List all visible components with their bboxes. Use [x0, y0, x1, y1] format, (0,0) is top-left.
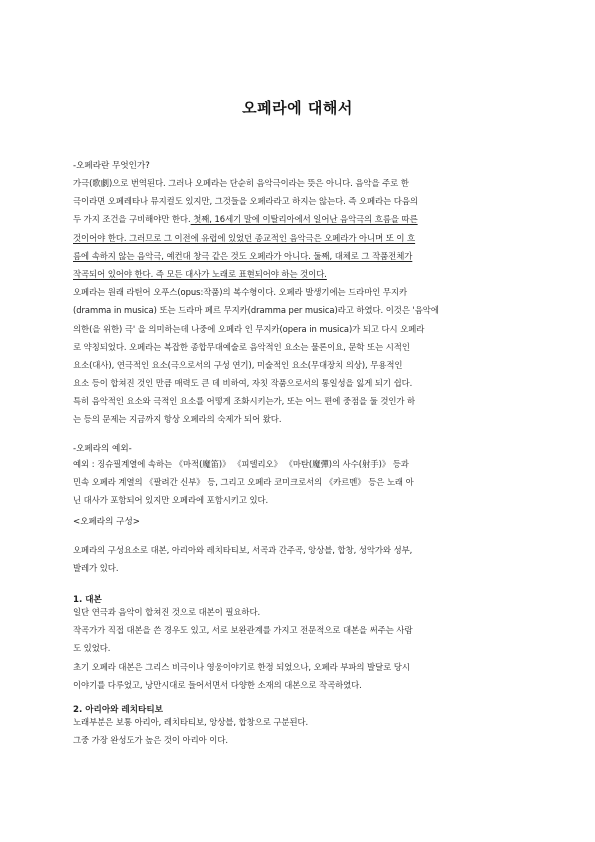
paragraph-line: 가극(歌劇)으로 번역된다. 그러나 오페라는 단순히 음악극이라는 뜻은 아니다. 음악을 주로 한 [73, 178, 409, 188]
underlined-paragraph-line: 것이어야 한다. 그러므로 그 이전에 유럽에 있었던 종교적인 음악극은 오페라가 아니며 또 이 흐 [73, 232, 416, 243]
section-body-exceptions [73, 455, 525, 510]
paragraph-line: 요소(대사), 연극적인 요소(극으로서의 구성 연기), 미술적인 요소(무대장치 의상), 무용적인 [73, 359, 403, 370]
underlined-text: 첫째, 16세기 말에 이탈리아에서 일어난 음악극의 흐름을 따른 [190, 214, 418, 225]
section-body-libretto [73, 603, 525, 694]
paragraph-line: 민속 오페라 계열의 《팔려간 신부》 등, 그리고 오페라 코미크로서의 《카르멘》 등은 노래 아 [73, 477, 414, 488]
paragraph-line: 노래부분은 보통 아리아, 레치타티보, 앙상블, 합창으로 구분된다. [73, 717, 309, 727]
document-title: 오페라에 대해서 [242, 99, 353, 117]
paragraph-line: 예외 : 징슈필계열에 속하는 《마적(魔笛)》 《피델리오》 《마탄(魔彈)의 사수(射手)》 등과 [73, 459, 409, 469]
paragraph-line: 닌 대사가 포함되어 있지만 오페라에 포함시키고 있다. [73, 495, 269, 506]
paragraph-line: (dramma in musica) 또는 드라마 페르 무지카(dramma per musica)라고 하였다. 이것은 '음악에 [73, 305, 439, 316]
section-heading-opera-composition: <오페라의 구성> [73, 517, 140, 527]
underlined-paragraph-line: 작곡되어 있어야 한다. 즉 모든 대사가 노래로 표현되어야 하는 것이다. [73, 268, 327, 279]
paragraph-text: 두 가지 조건을 구비해야만 한다. [73, 214, 191, 225]
section-heading-what-is-opera: -오페라란 무엇인가? [73, 161, 150, 171]
paragraph-line: 극이라면 오페레타나 뮤지컬도 있지만, 그것들을 오페라라고 하지는 않는다. 즉 오페라는 다음의 [73, 196, 418, 207]
paragraph-line: 는 등의 문제는 지금까지 항상 오페라의 숙제가 되어 왔다. [73, 414, 282, 425]
section-heading-aria-recitative: 2. 아리아와 레치타티보 [73, 705, 163, 715]
section-body-opera-composition [73, 541, 525, 577]
paragraph-line: 요소 등이 합쳐진 것인 만큼 매력도 큰 데 비하여, 자칫 작품으로서의 통일성을 잃게 되기 쉽다. [73, 378, 413, 389]
underlined-paragraph-line: 름에 속하지 않는 음악극, 예컨대 창극 같은 것도 오페라가 아니다. 둘째, 대체로 그 작품전체가 [73, 250, 413, 261]
paragraph-line: 의한(을 위한) 극' 을 의미하는데 나중에 오페라 인 무지카(opera in musica)가 되고 다시 오페라 [73, 323, 425, 334]
paragraph-line: 작곡가가 직접 대본을 쓴 경우도 있고, 서로 보완관계를 가지고 전문적으로 대본을 써주는 사람 [73, 625, 413, 636]
section-heading-exceptions: -오페라의 예외- [73, 444, 132, 454]
section-body-what-is-opera [73, 174, 525, 429]
paragraph-line: 로 약칭되었다. 오페라는 복잡한 종합무대예술로 음악적인 요소는 물론이요, 문학 또는 시적인 [73, 341, 410, 352]
section-body-aria-recitative [73, 713, 525, 749]
section-heading-libretto: 1. 대본 [73, 595, 102, 605]
paragraph-line: 발레가 있다. [73, 563, 119, 574]
paragraph-line: 오페라의 구성요소로 대본, 아리아와 레치타티보, 서곡과 간주곡, 앙상블, 합창, 성악가와 성부, [73, 545, 413, 555]
paragraph-line [73, 210, 525, 228]
paragraph-line: 특히 음악적인 요소와 극적인 요소를 어떻게 조화시키는가, 또는 어느 편에 중점을 둘 것인가 하 [73, 396, 416, 407]
paragraph-line: 그중 가장 완성도가 높은 것이 아리아 이다. [73, 735, 228, 746]
paragraph-line: 도 있었다. [73, 643, 111, 654]
paragraph-line: 초기 오페라 대본은 그리스 비극이나 영웅이야기로 한정 되었으나, 오페라 부파의 발달로 당시 [73, 661, 410, 672]
paragraph-line: 이야기를 다루었고, 낭만시대로 들어서면서 다양한 소재의 대본으로 작곡하였다. [73, 679, 362, 690]
paragraph-line: 일단 연극과 음악이 합쳐진 것으로 대본이 필요하다. [73, 607, 261, 617]
paragraph-line: 오페라는 원래 라틴어 오푸스(opus:작품)의 복수형이다. 오페라 발생기에는 드라마인 무지카 [73, 287, 408, 298]
